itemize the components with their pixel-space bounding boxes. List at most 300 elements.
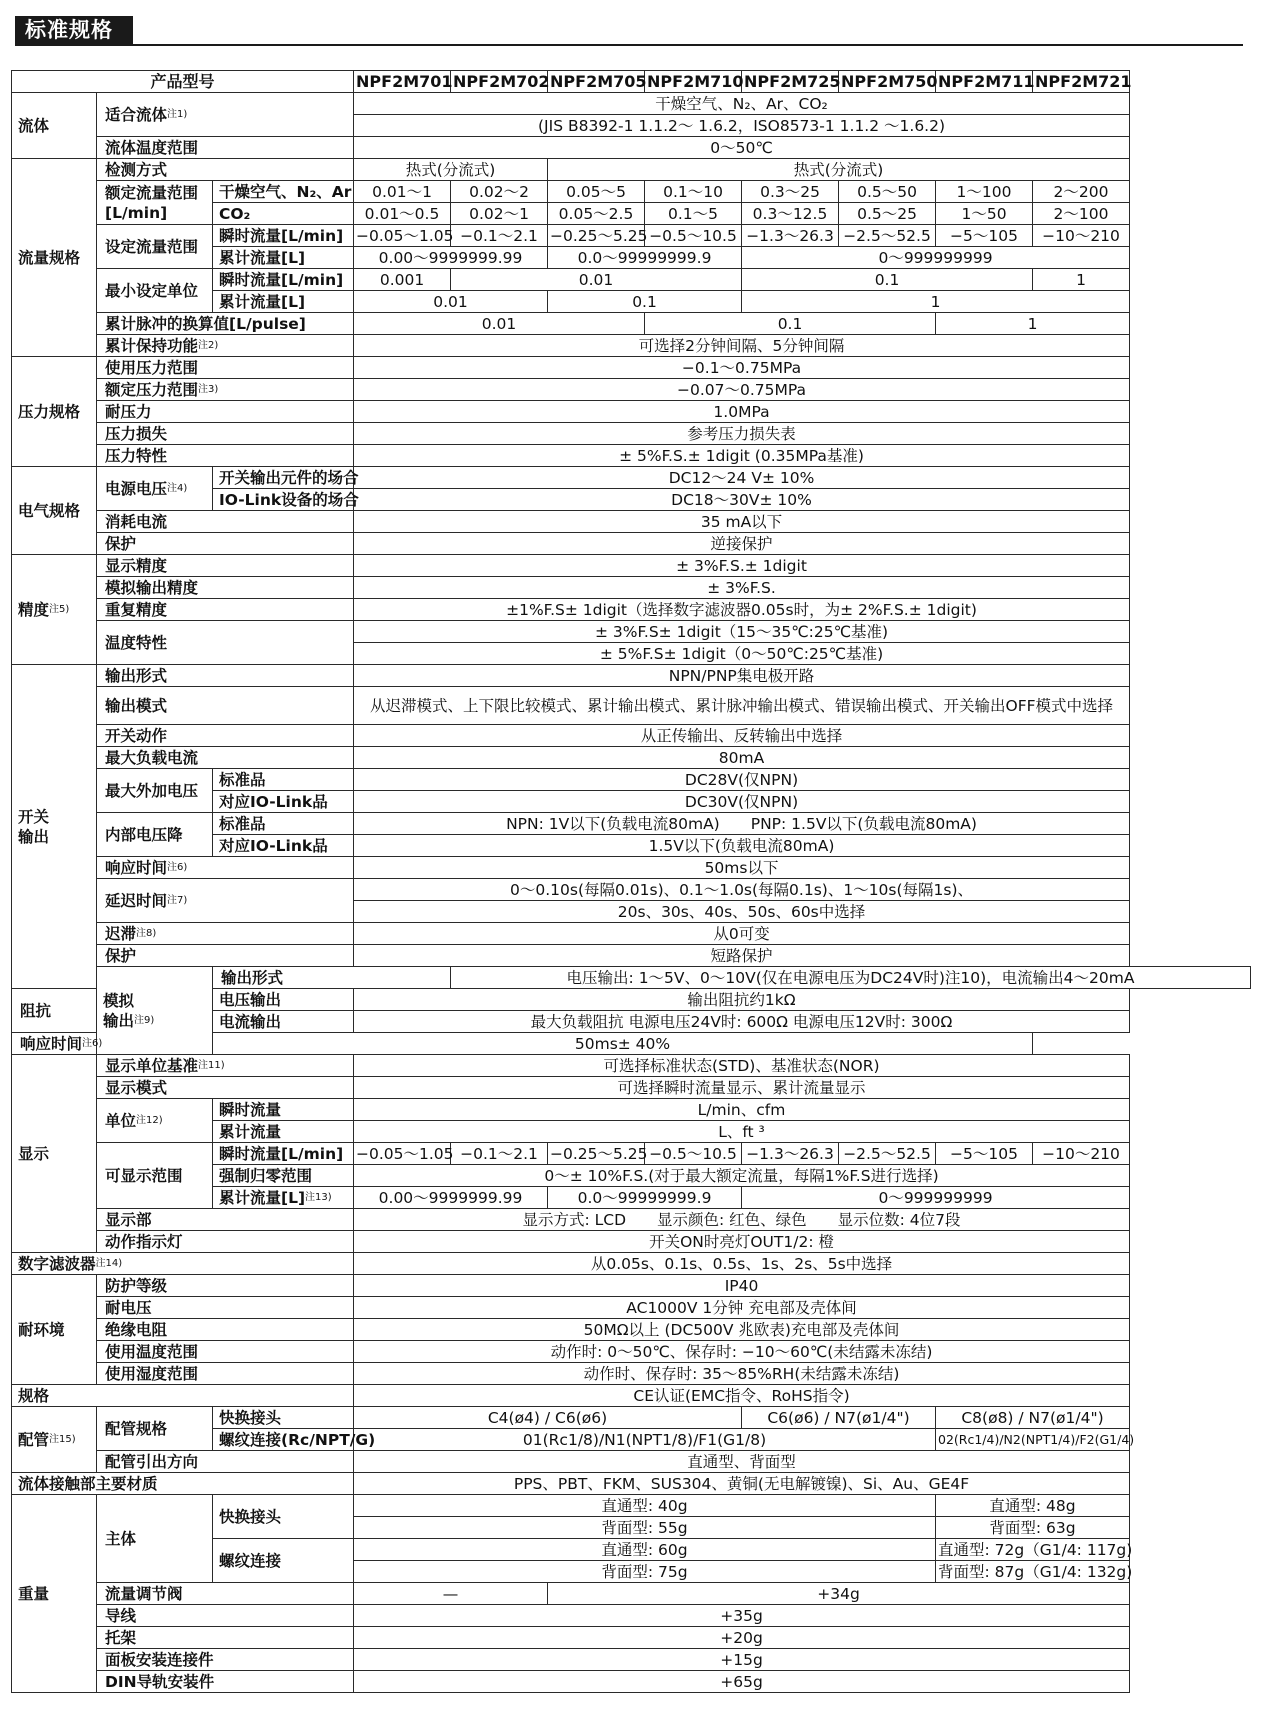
value-cell — [936, 313, 1130, 335]
cell-text: 快换接头 — [219, 1408, 282, 1427]
cell-text: 0.05～2.5 — [558, 204, 634, 223]
table-row — [12, 1671, 1251, 1693]
footnote-ref: 注5) — [49, 603, 70, 615]
row-label-cell — [354, 71, 451, 93]
value-cell — [354, 1231, 1130, 1253]
cell-text: 1～100 — [956, 182, 1012, 201]
table-row — [12, 159, 1251, 181]
cell-text: ± 5%F.S.± 1digit (0.35MPa基准) — [619, 446, 864, 465]
cell-text: 0.0～99999999.9 — [577, 1188, 712, 1207]
table-row — [12, 1363, 1251, 1385]
cell-text: NPF2M705 — [550, 71, 647, 91]
cell-text: 响应时间 — [20, 1034, 83, 1053]
value-cell — [354, 401, 1130, 423]
cell-text: ± 3%F.S.± 1digit — [676, 556, 807, 575]
value-cell — [936, 203, 1033, 225]
value-cell — [839, 225, 936, 247]
cell-text: 瞬时流量[L/min] — [219, 270, 344, 289]
value-cell — [354, 879, 1130, 901]
value-cell — [354, 1473, 1130, 1495]
row-label-cell — [97, 725, 354, 747]
cell-text: −0.5～10.5 — [649, 226, 737, 245]
value-cell — [1033, 269, 1130, 291]
table-row — [12, 357, 1251, 379]
table-row — [12, 445, 1251, 467]
row-label-cell — [213, 1539, 354, 1583]
cell-text: C8(ø8) / N7(ø1/4") — [961, 1408, 1104, 1427]
table-row — [12, 1231, 1251, 1253]
table-row — [12, 313, 1251, 335]
row-label-cell — [97, 335, 354, 357]
cell-text: ± 5%F.S± 1digit（0～50℃:25℃基准) — [599, 644, 884, 663]
value-cell — [451, 1143, 548, 1165]
cell-text: 耐电压 — [105, 1298, 152, 1317]
row-label-cell — [97, 467, 213, 511]
value-cell — [354, 423, 1130, 445]
value-cell — [354, 1055, 1130, 1077]
row-label-cell — [12, 357, 97, 467]
value-cell — [839, 203, 936, 225]
cell-text: 瞬时流量 — [219, 1100, 282, 1119]
footnote-ref: 注8) — [136, 927, 157, 939]
value-cell — [742, 291, 1130, 313]
value-cell — [936, 1539, 1133, 1561]
cell-text: DIN导轨安装件 — [105, 1672, 215, 1691]
row-label-cell — [97, 533, 354, 555]
table-row — [12, 1143, 1251, 1165]
value-cell — [354, 725, 1130, 747]
cell-text: +35g — [720, 1606, 763, 1625]
value-cell — [548, 159, 1130, 181]
cell-text: 0～999999999 — [878, 248, 993, 267]
value-cell — [354, 445, 1130, 467]
cell-text: −0.05～1.05 — [356, 226, 454, 245]
row-label-cell — [213, 835, 354, 857]
value-cell — [548, 1583, 1130, 1605]
row-label-cell — [213, 1407, 354, 1429]
row-label-cell — [213, 1099, 354, 1121]
table-row — [12, 1583, 1251, 1605]
cell-text: 电流输出 — [219, 1012, 282, 1031]
row-label-cell — [97, 665, 354, 687]
cell-text: DC30V(仅NPN) — [684, 792, 799, 811]
row-label-cell — [97, 1209, 354, 1231]
value-cell — [354, 1121, 1130, 1143]
cell-text: 产品型号 — [150, 71, 215, 91]
value-cell — [354, 1363, 1130, 1385]
cell-text: 背面型: 63g — [989, 1518, 1076, 1537]
cell-text: 适合流体 — [105, 105, 168, 124]
cell-text: 电气规格 — [18, 501, 81, 520]
value-cell — [354, 923, 1130, 945]
cell-text: 从迟滞模式、上下限比较模式、累计输出模式、累计脉冲输出模式、错误输出模式、开关输出OFF模式中选择 — [369, 696, 1114, 715]
value-cell — [354, 1649, 1130, 1671]
value-cell — [936, 1143, 1033, 1165]
table-row — [12, 1473, 1251, 1495]
cell-text: 输出模式 — [105, 696, 168, 715]
row-label-cell — [451, 71, 548, 93]
value-cell — [548, 291, 742, 313]
table-row — [12, 335, 1251, 357]
footnote-ref: 注11) — [198, 1059, 225, 1071]
row-label-cell — [97, 1649, 354, 1671]
value-cell — [742, 225, 839, 247]
footnote-ref: 注6) — [167, 861, 188, 873]
cell-text: 0.5～50 — [857, 182, 917, 201]
cell-text: 0.3～12.5 — [752, 204, 828, 223]
table-row — [12, 577, 1251, 599]
row-label-cell — [97, 813, 213, 857]
value-cell — [354, 1605, 1130, 1627]
row-label-cell — [97, 423, 354, 445]
value-cell — [354, 1143, 454, 1165]
cell-text: 0.0～99999999.9 — [577, 248, 712, 267]
cell-text: 导线 — [105, 1606, 137, 1625]
value-cell — [742, 269, 1033, 291]
cell-text: 35 mA以下 — [700, 512, 783, 531]
value-cell — [354, 225, 454, 247]
value-cell — [451, 181, 548, 203]
value-cell — [354, 291, 548, 313]
value-cell — [742, 203, 839, 225]
row-label-cell — [97, 1495, 213, 1583]
cell-text: 50MΩ以上 (DC500V 兆欧表)充电部及壳体间 — [583, 1320, 900, 1339]
row-label-cell — [97, 879, 354, 923]
cell-text: 主体 — [105, 1529, 137, 1548]
footnote-ref: 注9) — [134, 1014, 155, 1026]
row-label-cell — [97, 1363, 354, 1385]
value-cell — [354, 357, 1130, 379]
cell-text: 托架 — [105, 1628, 137, 1647]
cell-text: 2～200 — [1053, 182, 1109, 201]
cell-text: 短路保护 — [710, 946, 773, 965]
row-label-cell — [213, 489, 359, 511]
row-label-cell — [213, 247, 354, 269]
cell-text: 压力特性 — [105, 446, 168, 465]
table-row — [12, 599, 1251, 621]
cell-text: C4(ø4) / C6(ø6) — [487, 1408, 608, 1427]
cell-text: 逆接保护 — [710, 534, 773, 553]
value-cell — [548, 247, 742, 269]
table-row — [12, 533, 1251, 555]
row-label-cell — [213, 1495, 354, 1539]
value-cell — [645, 203, 742, 225]
cell-text: −5～105 — [950, 1144, 1018, 1163]
cell-text: 热式(分流式) — [793, 160, 884, 179]
value-cell — [213, 1033, 1033, 1055]
cell-text: NPF2M721 — [1035, 71, 1132, 91]
table-row — [12, 137, 1251, 159]
value-cell — [354, 1077, 1130, 1099]
table-row — [12, 923, 1251, 945]
cell-text: NPF2M702 — [453, 71, 550, 91]
cell-text: 配管引出方向 — [105, 1452, 199, 1471]
row-label-cell — [97, 511, 354, 533]
row-label-cell — [213, 967, 451, 989]
spec-table-body — [12, 71, 1251, 1693]
cell-text: 强制归零范围 — [219, 1166, 313, 1185]
cell-text: 0～0.10s(每隔0.01s)、0.1～1.0s(每隔0.1s)、1～10s(每隔1s)、 — [510, 880, 974, 899]
cell-text: 从正传输出、反转输出中选择 — [640, 726, 843, 745]
value-cell — [936, 1429, 1135, 1451]
table-row — [12, 1253, 1251, 1275]
cell-text: DC18～30V± 10% — [671, 490, 812, 509]
cell-text: 显示部 — [105, 1210, 152, 1229]
cell-text: NPF2M750 — [841, 71, 938, 91]
cell-text: 检测方式 — [105, 160, 168, 179]
value-cell — [354, 621, 1130, 643]
cell-text: AC1000V 1分钟 充电部及壳体间 — [626, 1298, 857, 1317]
table-row — [12, 379, 1251, 401]
cell-text: −0.1～2.1 — [460, 1144, 538, 1163]
cell-text: +15g — [720, 1650, 763, 1669]
row-label-cell — [97, 687, 354, 725]
cell-text: −0.25～5.25 — [550, 1144, 648, 1163]
title-underline — [15, 44, 1243, 46]
cell-text: 0～50℃ — [710, 138, 773, 157]
value-cell — [354, 1583, 548, 1605]
value-cell — [354, 1627, 1130, 1649]
row-label-cell — [97, 621, 354, 665]
cell-text: −10～210 — [1042, 226, 1120, 245]
cell-text: 0～999999999 — [878, 1188, 993, 1207]
row-label-cell — [97, 1341, 354, 1363]
cell-text: 02(Rc1/4)/N2(NPT1/4)/F2(G1/4) — [938, 1431, 1135, 1447]
table-row — [12, 511, 1251, 533]
value-cell — [936, 225, 1033, 247]
row-label-cell — [97, 1451, 354, 1473]
cell-text: 电压输出: 1～5V、0～10V(仅在电源电压为DC24V时)注10)，电流输出4～20mA — [566, 968, 1135, 987]
cell-text: +65g — [720, 1672, 763, 1691]
value-cell — [354, 203, 451, 225]
cell-text: 电压输出 — [219, 990, 282, 1009]
value-cell — [548, 1187, 742, 1209]
value-cell — [354, 769, 1130, 791]
cell-text: 最大负载阻抗 电源电压24V时: 600Ω 电源电压12V时: 300Ω — [530, 1012, 953, 1031]
cell-text: 1.0MPa — [713, 402, 770, 421]
value-cell — [354, 247, 548, 269]
cell-text: PPS、PBT、FKM、SUS304、黄铜(无电解镀镍)、Si、Au、GE4F — [513, 1474, 970, 1493]
row-label-cell — [97, 1055, 354, 1077]
cell-text: +20g — [720, 1628, 763, 1647]
cell-text: −0.1～2.1 — [460, 226, 538, 245]
cell-text: 对应IO-Link品 — [219, 836, 328, 855]
table-row — [12, 1341, 1251, 1363]
table-row — [12, 1649, 1251, 1671]
cell-text: −0.07～0.75MPa — [676, 380, 807, 399]
row-label-cell — [12, 1275, 97, 1385]
row-label-cell — [97, 769, 213, 813]
row-label-cell — [213, 467, 359, 489]
row-label-cell — [97, 1275, 354, 1297]
cell-text: 0.5～25 — [857, 204, 917, 223]
cell-text: 输出形式 — [105, 666, 168, 685]
cell-text: NPF2M725 — [744, 71, 841, 91]
row-label-cell — [97, 857, 354, 879]
table-row — [12, 93, 1251, 115]
cell-text: 累计流量[L] — [219, 1188, 306, 1207]
cell-text: 防护等级 — [105, 1276, 168, 1295]
row-label-cell — [936, 71, 1033, 93]
table-row — [12, 1275, 1251, 1297]
value-cell — [354, 181, 451, 203]
row-label-cell — [12, 1385, 354, 1407]
value-cell — [354, 599, 1130, 621]
row-label-cell — [12, 467, 97, 555]
value-cell — [548, 225, 648, 247]
cell-text: −1.3～26.3 — [746, 226, 834, 245]
value-cell — [354, 1099, 1130, 1121]
cell-text: 对应IO-Link品 — [219, 792, 328, 811]
table-row — [12, 423, 1251, 445]
footnote-ref: 注1) — [167, 108, 188, 120]
cell-text: 模拟输出精度 — [105, 578, 199, 597]
row-label-cell — [213, 989, 354, 1011]
row-label-cell — [213, 269, 354, 291]
cell-text: 0.1 — [632, 292, 657, 311]
row-label-cell — [742, 71, 839, 93]
cell-text: 50ms± 40% — [574, 1034, 671, 1053]
cell-text: 热式(分流式) — [405, 160, 496, 179]
value-cell — [354, 857, 1130, 879]
cell-text: 直通型: 72g（G1/4: 117g) — [938, 1540, 1133, 1559]
value-cell — [354, 1341, 1130, 1363]
value-cell — [1033, 203, 1130, 225]
value-cell — [354, 1671, 1130, 1693]
row-label-cell — [213, 769, 354, 791]
cell-text: C6(ø6) / N7(ø1/4") — [767, 1408, 910, 1427]
cell-text: +34g — [817, 1584, 860, 1603]
cell-text: NPF2M711 — [938, 71, 1035, 91]
value-cell — [354, 577, 1130, 599]
row-label-cell — [97, 159, 354, 181]
table-row — [12, 1627, 1251, 1649]
cell-text: 流体接触部主要材质 — [18, 1474, 158, 1493]
cell-text: 耐压力 — [105, 402, 152, 421]
cell-text: 压力规格 — [18, 402, 81, 421]
row-label-cell — [97, 1143, 213, 1209]
value-cell — [354, 791, 1130, 813]
cell-text: 0.01～1 — [372, 182, 432, 201]
cell-text: 开关 输出 — [18, 807, 50, 846]
cell-text: 直通型: 60g — [601, 1540, 688, 1559]
value-cell — [354, 1561, 936, 1583]
value-cell — [354, 1253, 1130, 1275]
cell-text: 使用压力范围 — [105, 358, 199, 377]
cell-text: 01(Rc1/8)/N1(NPT1/8)/F1(G1/8) — [522, 1430, 767, 1449]
row-label-cell — [97, 401, 354, 423]
cell-text: 累计流量[L] — [219, 292, 306, 311]
cell-text: IP40 — [724, 1276, 759, 1295]
value-cell — [354, 1495, 936, 1517]
value-cell — [354, 1407, 742, 1429]
table-row — [12, 967, 1251, 989]
cell-text: 最大负载电流 — [105, 748, 199, 767]
footnote-ref: 注6) — [82, 1037, 103, 1049]
cell-text: 0.3～25 — [760, 182, 820, 201]
value-cell — [742, 181, 839, 203]
table-row — [12, 401, 1251, 423]
value-cell — [354, 1209, 1130, 1231]
cell-text: 数字滤波器 — [18, 1254, 96, 1273]
row-label-cell — [97, 599, 354, 621]
cell-text: 绝缘电阻 — [105, 1320, 168, 1339]
cell-text: 流量规格 — [18, 248, 81, 267]
cell-text: 配管 — [18, 1430, 50, 1449]
cell-text: 快换接头 — [219, 1507, 282, 1526]
row-label-cell — [213, 813, 354, 835]
value-cell — [354, 533, 1130, 555]
cell-text: −0.05～1.05 — [356, 1144, 454, 1163]
row-label-cell — [97, 1099, 213, 1143]
cell-text: 从0.05s、0.1s、0.5s、1s、2s、5s中选择 — [590, 1254, 893, 1273]
row-label-cell — [97, 357, 354, 379]
footnote-ref: 注15) — [49, 1433, 76, 1445]
cell-text: CO₂ — [219, 204, 251, 223]
row-label-cell — [97, 923, 354, 945]
value-cell — [354, 1385, 1130, 1407]
value-cell — [354, 335, 1130, 357]
row-label-cell — [213, 791, 354, 813]
cell-text: 流体 — [18, 116, 50, 135]
row-label-cell — [97, 1583, 354, 1605]
spec-table — [11, 70, 1251, 1693]
table-row — [12, 813, 1251, 835]
row-label-cell — [12, 71, 354, 93]
value-cell — [354, 1275, 1130, 1297]
cell-text: 规格 — [18, 1386, 50, 1405]
cell-text: 0.02～2 — [469, 182, 529, 201]
cell-text: 0.1～5 — [668, 204, 719, 223]
row-label-cell — [213, 1429, 376, 1451]
cell-text: 直通型: 40g — [601, 1496, 688, 1515]
table-row — [12, 1055, 1251, 1077]
row-label-cell — [97, 747, 354, 769]
cell-text: 耐环境 — [18, 1320, 65, 1339]
table-row — [12, 665, 1251, 687]
cell-text: 直通型、背面型 — [687, 1452, 796, 1471]
value-cell — [354, 1539, 936, 1561]
cell-text: — — [442, 1584, 459, 1603]
cell-text: 从0可变 — [713, 924, 770, 943]
cell-text: 累计流量 — [219, 1122, 282, 1141]
cell-text: 使用湿度范围 — [105, 1364, 199, 1383]
cell-text: ±1%F.S± 1digit（选择数字滤波器0.05s时，为± 2%F.S.± 1digit) — [506, 600, 977, 619]
row-label-cell — [12, 1407, 97, 1473]
cell-text: 累计保持功能 — [105, 336, 199, 355]
value-cell — [354, 665, 1130, 687]
cell-text: 精度 — [18, 600, 50, 619]
cell-text: NPF2M710 — [647, 71, 744, 91]
cell-text: 50ms以下 — [704, 858, 779, 877]
cell-text: 0.00～9999999.99 — [378, 1188, 523, 1207]
row-label-cell — [1033, 71, 1130, 93]
cell-text: 1 — [930, 292, 941, 311]
row-label-cell — [839, 71, 936, 93]
cell-text: 0.01 — [481, 314, 517, 333]
value-cell — [936, 1517, 1130, 1539]
row-label-cell — [548, 71, 645, 93]
cell-text: 保护 — [105, 946, 137, 965]
value-cell — [354, 747, 1130, 769]
cell-text: 背面型: 75g — [601, 1562, 688, 1581]
cell-text: DC28V(仅NPN) — [684, 770, 799, 789]
table-row — [12, 1209, 1251, 1231]
row-label-cell — [213, 181, 354, 203]
cell-text: IO-Link设备的场合 — [219, 490, 359, 509]
table-row — [12, 1297, 1251, 1319]
cell-text: 内部电压降 — [105, 825, 183, 844]
